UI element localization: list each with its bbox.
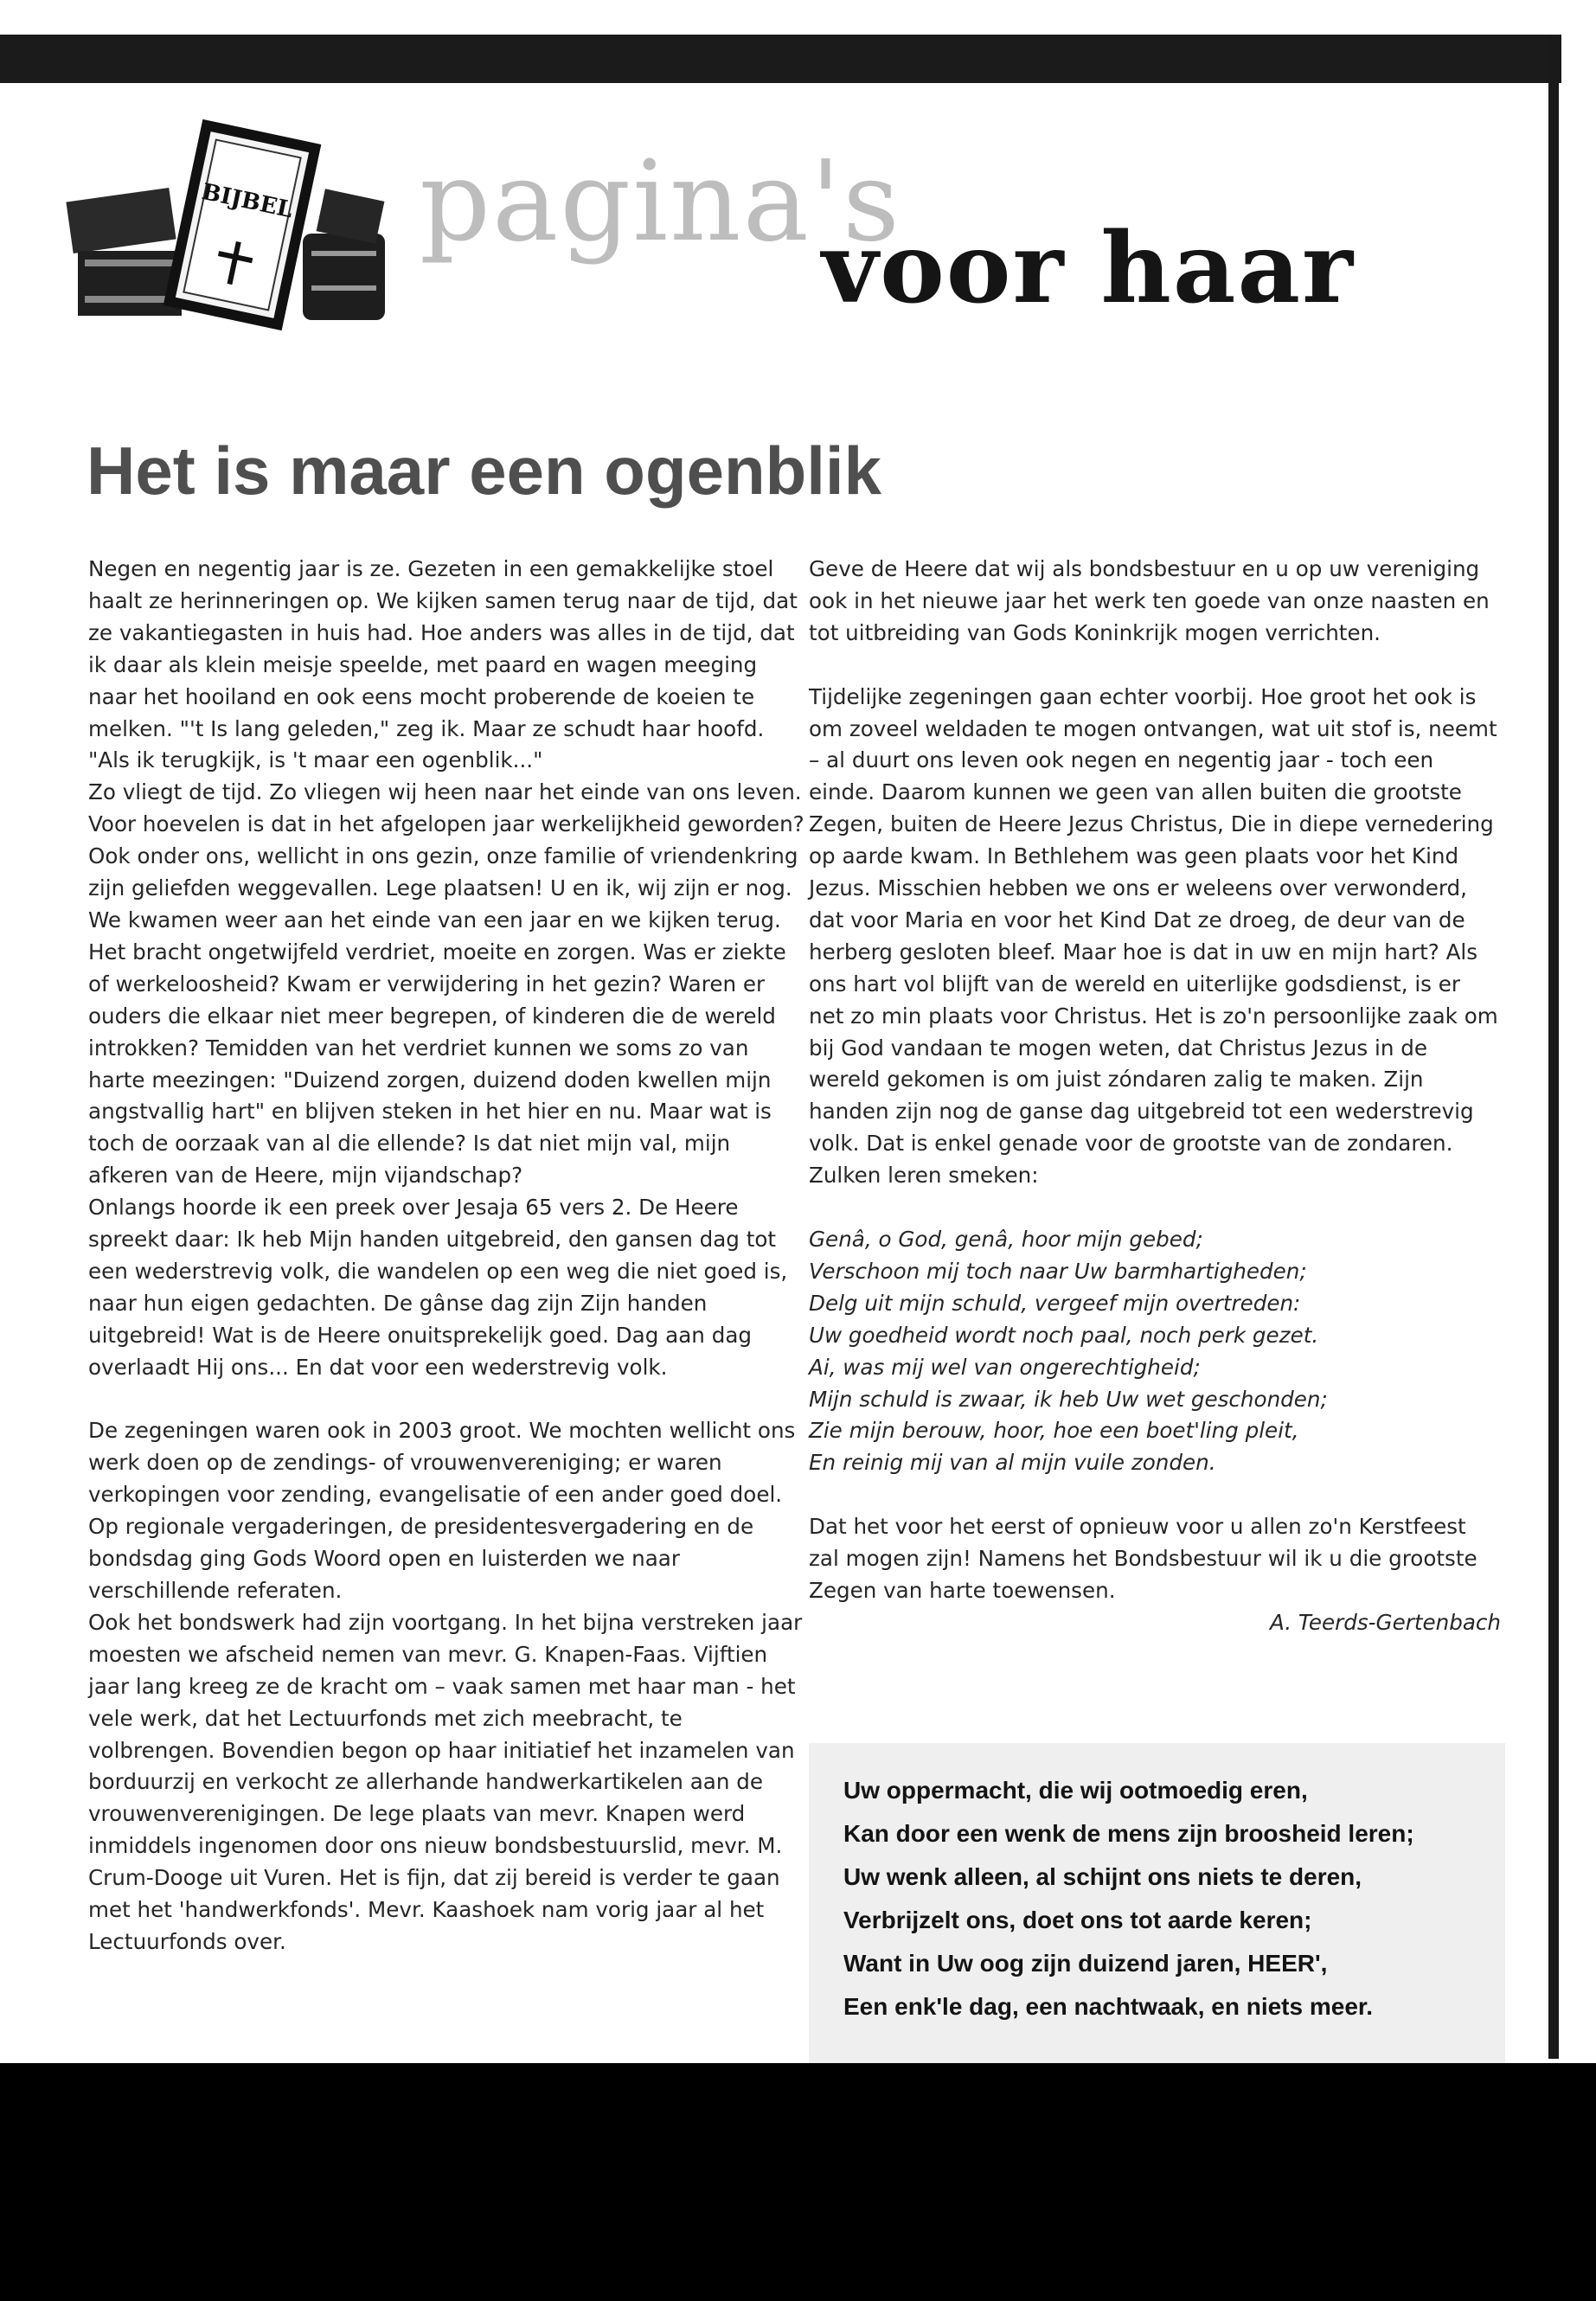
quote-box (809, 1743, 1505, 2067)
paragraph: Negen en negentig jaar is ze. Gezeten in een gemakkelijke stoel haalt ze herinneringen op. We kijken samen terug naar de tijd, dat ze vakantiegasten in huis had. Hoe anders was alles in de tijd, dat ik daar als klein meisje speelde, met paard en wagen meeging naar het hooiland en ook eens mocht proberende de koeien te melken. "'t Is lang geleden," zeg ik. Maar ze schudt haar hoofd. "Als ik terugkijk, is 't maar een ogenblik..." (88, 556, 798, 773)
quote-line: Verbrijzelt ons, doet ons tot aarde keren; (843, 1907, 1312, 1933)
paragraph: Zo vliegt de tijd. Zo vliegen wij heen naar het einde van ons leven. Voor hoevelen is dat in het afgelopen jaar werkelijkheid geworden? Ook onder ons, wellicht in ons gezin, onze familie of vriendenkring zijn geliefden weggevallen. Lege plaatsen! U en ik, wij zijn er nog. We kwamen weer aan het einde van een jaar en we kijken terug. Het bracht ongetwijfeld verdriet, moeite en zorgen. Was er ziekte of werkeloosheid? Kwam er verwijdering in het gezin? Waren er ouders die elkaar niet meer begrepen, of kinderen die de wereld introkken? Temidden van het verdriet kunnen we soms zo van harte meezingen: "Duizend zorgen, duizend doden kwellen mijn angstvallig hart" en blijven steken in het hier en nu. Maar wat is toch de oorzaak van al die ellende? Is dat niet mijn val, mijn afkeren van de Heere, mijn vijandschap? (88, 779, 804, 1189)
poem-line: Uw goedheid wordt noch paal, noch perk gezet. (809, 1322, 1319, 1348)
brand-line-2: voor haar (822, 212, 1356, 325)
quote-text (843, 1769, 1501, 2029)
paragraph: Onlangs hoorde ik een preek over Jesaja 65 vers 2. De Heere spreekt daar: Ik heb Mijn handen uitgebreid, den gansen dag tot een wederstrevig volk, die wandelen op een weg die niet goed is, naar hun eigen gedachten. De gânse dag zijn Zijn handen uitgebreid! Wat is de Heere onuitsprekelijk goed. Dag aan dag overlaadt Hij ons... En dat voor een wederstrevig volk. (88, 1195, 788, 1380)
poem-line: Zie mijn berouw, hoor, hoe een boet'ling pleit, (809, 1418, 1299, 1444)
poem-line: Ai, was mij wel van ongerechtigheid; (809, 1354, 1201, 1380)
paragraph: Tijdelijke zegeningen gaan echter voorbij. Hoe groot het ook is om zoveel weldaden te mogen ontvangen, wat uit stof is, neemt – al duurt ons leven ook negen en negentig jaar - toch een einde. Daarom kunnen we geen van allen buiten die grootste Zegen, buiten de Heere Jezus Christus, Die in diepe vernedering op aarde kwam. In Bethlehem was geen plaats voor het Kind Jezus. Misschien hebben we ons er weleens over verwonderd, dat voor Maria en voor het Kind Dat ze droeg, de deur van de herberg gesloten bleef. Maar hoe is dat in uw en mijn hart? Als ons hart vol blijft van de wereld en uiterlijke godsdienst, is er net zo min plaats voor Christus. Het is zo'n persoonlijke zaak om bij God vandaan te mogen weten, dat Christus Jezus in de wereld gekomen is om juist zóndaren zalig te maken. Zijn handen zijn nog de ganse dag uitgebreid tot een wederstrevig volk. Dat is enkel genade voor de grootste van de zondaren. Zulken leren smeken: (809, 683, 1498, 1189)
scan-top-border (0, 35, 1561, 83)
article-title: Het is maar een ogenblik (87, 433, 881, 509)
scan-bottom-border (0, 2063, 1596, 2301)
right-column (809, 554, 1501, 1639)
brand-line-1: pagina's (420, 138, 901, 266)
quote-line: Uw oppermacht, die wij ootmoedig eren, (843, 1777, 1308, 1804)
books-icon (61, 112, 407, 333)
paragraph: Geve de Heere dat wij als bondsbestuur en u op uw vereniging ook in het nieuwe jaar het werk ten goede van onze naasten en tot uitbreiding van Gods Koninkrijk mogen verrichten. (809, 556, 1490, 645)
bible-label: BIJBEL (199, 178, 296, 224)
left-column (88, 554, 811, 1958)
psalm-verse (809, 1224, 1501, 1479)
poem-line: En reinig mij van al mijn vuile zonden. (809, 1450, 1216, 1476)
quote-line: Kan door een wenk de mens zijn broosheid leren; (843, 1820, 1414, 1847)
poem-line: Genâ, o God, genâ, hoor mijn gebed; (809, 1227, 1203, 1252)
poem-line: Delg uit mijn schuld, vergeef mijn overtreden: (809, 1290, 1301, 1316)
scan-right-border (1548, 35, 1559, 2059)
paragraph: Ook het bondswerk had zijn voortgang. In het bijna verstreken jaar moesten we afscheid nemen van mevr. G. Knapen-Faas. Vijftien jaar lang kreeg ze de kracht om – vaak samen met haar man - het vele werk, dat het Lectuurfonds met zich meebracht, te volbrengen. Bovendien begon op haar initiatief het inzamelen van borduurzij en verkocht ze allerhande handwerkartikelen aan de vrouwenverenigingen. De lege plaats van mevr. Knapen werd inmiddels ingenomen door ons nieuw bondsbestuurslid, mevr. M. Crum-Dooge uit Vuren. Het is fijn, dat zij bereid is verder te gaan met het 'handwerkfonds'. Mevr. Kaashoek nam vorig jaar al het Lectuurfonds over. (88, 1609, 803, 1954)
signature: A. Teerds-Gertenbach (1269, 1609, 1501, 1635)
quote-line: Uw wenk alleen, al schijnt ons niets te deren, (843, 1863, 1362, 1890)
quote-line: Een enk'le dag, een nachtwaak, en niets meer. (843, 1993, 1374, 2020)
closing-paragraph: Dat het voor het eerst of opnieuw voor u allen zo'n Kerstfeest zal mogen zijn! Namens het Bondsbestuur wil ik u die grootste Zegen van harte toewensen. (809, 1514, 1477, 1603)
paragraph: De zegeningen waren ook in 2003 groot. We mochten wellicht ons werk doen op de zendings- of vrouwenvereniging; er waren verkopingen voor zending, evangelisatie of een ander goed doel. Op regionale vergaderingen, de presidentesvergadering en de bondsdag ging Gods Woord open en luisterden we naar verschillende referaten. (88, 1418, 796, 1603)
poem-line: Verschoon mij toch naar Uw barmhartigheden; (809, 1258, 1307, 1284)
poem-line: Mijn schuld is zwaar, ik heb Uw wet geschonden; (809, 1386, 1328, 1412)
quote-line: Want in Uw oog zijn duizend jaren, HEER', (843, 1950, 1328, 1977)
